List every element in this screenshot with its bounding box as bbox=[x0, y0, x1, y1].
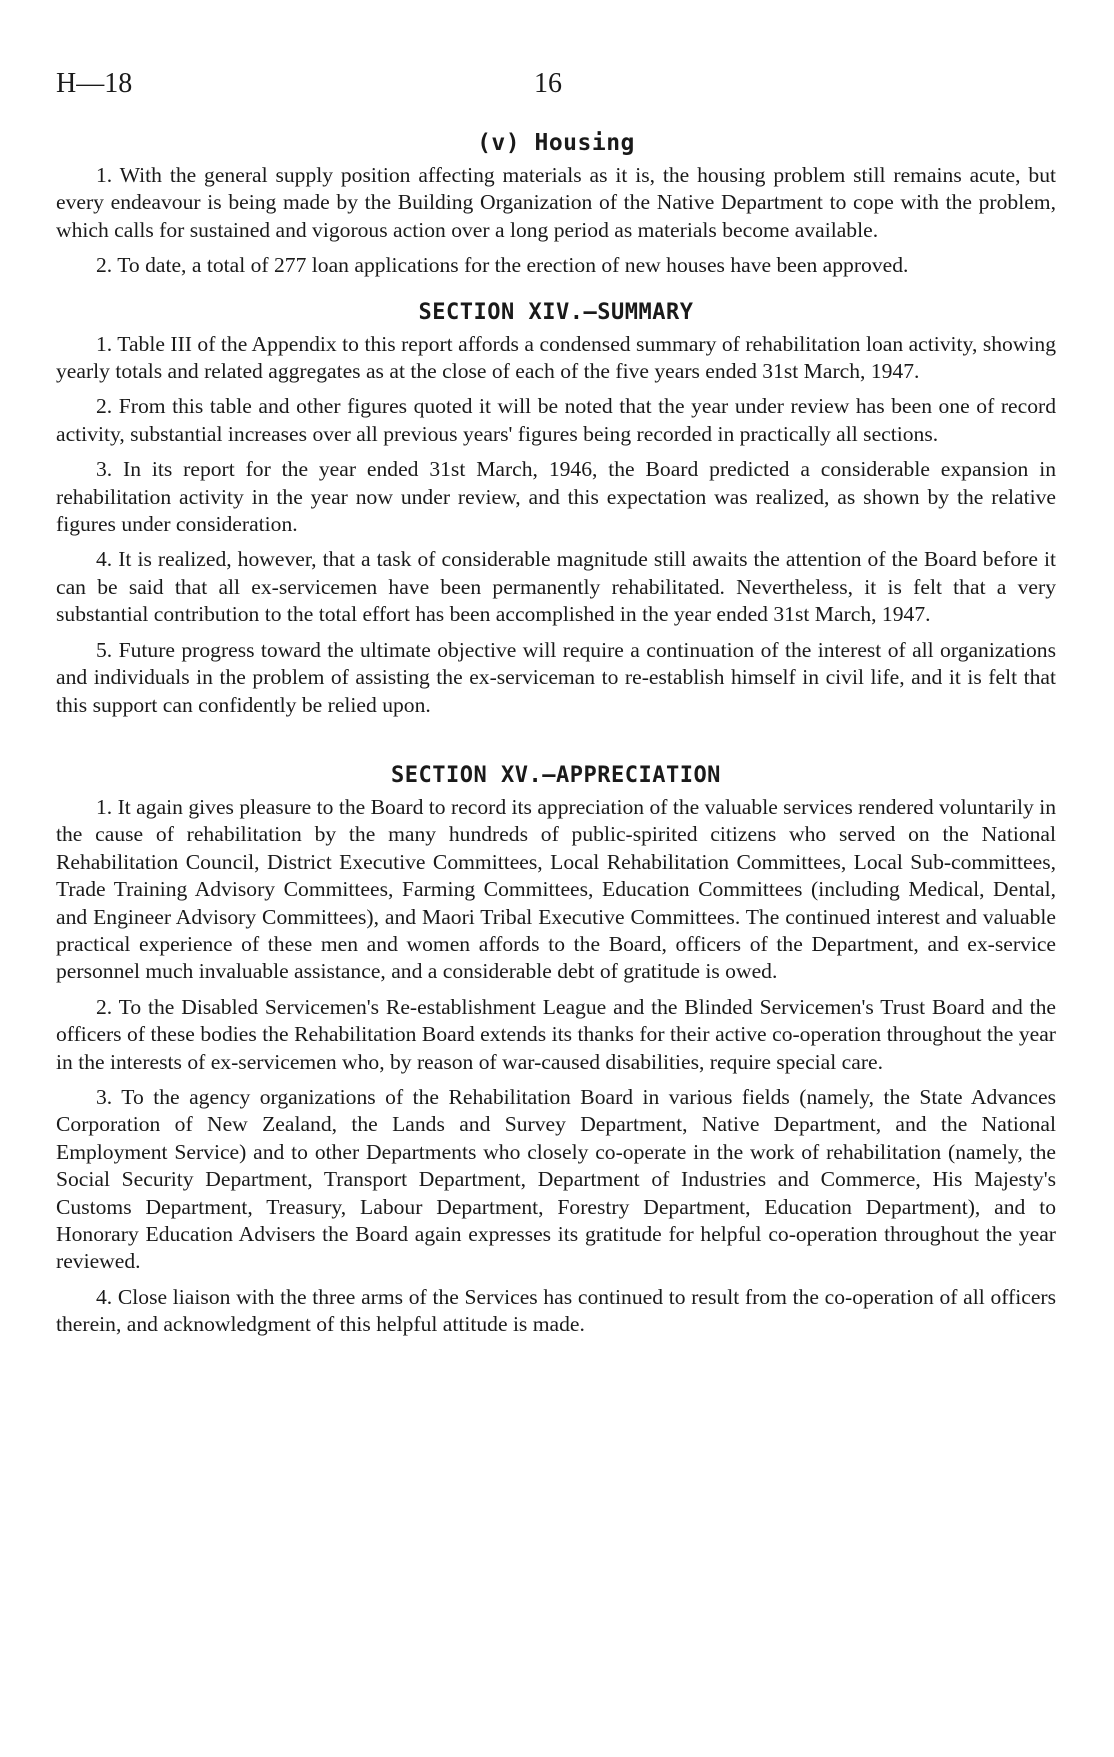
paragraph: 4. It is realized, however, that a task of considerable magnitude still awaits the attention of the Board before it can be said that all ex-servicemen have been permanently rehabilitated. Nevertheless, it is felt that a very substantial contribution to the total effort has been accomplished in the year ended 31st March, 1947. bbox=[56, 547, 1056, 627]
page-reference: H—18 bbox=[56, 68, 133, 99]
document-page bbox=[56, 60, 1056, 1347]
paragraph: 1. Table III of the Appendix to this report affords a condensed summary of rehabilitation loan activity, showing yearly totals and related aggregates as at the close of each of the five years ended 31st March, 1947. bbox=[56, 331, 1056, 384]
paragraph: 3. To the agency organizations of the Rehabilitation Board in various fields (namely, the State Advances Corporation of New Zealand, the Lands and Survey Department, Native Department, and the National Employment Service) and to other Departments who closely co-operate in the work of rehabilitation (namely, the Social Security Department, Transport Department, Department of Industries and Commerce, His Majesty's Customs Department, Treasury, Labour Department, Forestry Department, Education Department), and to Honorary Education Advisers the Board again expresses its gratitude for helpful co-operation throughout the year reviewed. bbox=[56, 1084, 1056, 1274]
page-number: 16 bbox=[534, 68, 562, 99]
paragraph: 2. From this table and other figures quoted it will be noted that the year under review has been one of record activity, substantial increases over all previous years' figures being recorded in practically all sections. bbox=[56, 394, 1056, 446]
section-heading: (v) Housing bbox=[477, 130, 635, 156]
paragraph: 5. Future progress toward the ultimate objective will require a continuation of the interest of all organizations and individuals in the problem of assisting the ex-serviceman to re-establish himself in civil life, and it is felt that this support can confidently be relied upon. bbox=[56, 637, 1056, 717]
paragraph: 2. To the Disabled Servicemen's Re-establishment League and the Blinded Servicemen's Trust Board and the officers of these bodies the Rehabilitation Board extends its thanks for their active co-operation throughout the year in the interests of ex-servicemen who, by reason of war-caused disabilities, require special care. bbox=[56, 994, 1056, 1074]
section-summary bbox=[56, 300, 1056, 719]
paragraph: 1. It again gives pleasure to the Board to record its appreciation of the valuable services rendered voluntarily in the cause of rehabilitation by the many hundreds of public-spirited citizens who served on the National Rehabilitation Council, District Executive Committees, Local Rehabilitation Committees, Local Sub-committees, Trade Training Advisory Committees, Farming Committees, Education Committees (including Medical, Dental, and Engineer Advisory Committees), and Maori Tribal Executive Committees. The continued interest and valuable practical experience of these men and women affords to the Board, officers of the Department, and ex-service personnel much invaluable assistance, and a considerable debt of gratitude is owed. bbox=[56, 794, 1056, 984]
section-appreciation bbox=[56, 763, 1056, 1339]
paragraph: 2. To date, a total of 277 loan applications for the erection of new houses have been approved. bbox=[96, 253, 909, 278]
paragraph: 4. Close liaison with the three arms of the Services has continued to result from the co-operation of all officers therein, and acknowledgment of this helpful attitude is made. bbox=[56, 1284, 1056, 1337]
section-housing bbox=[56, 130, 1056, 280]
running-head bbox=[56, 60, 1056, 108]
paragraph: 3. In its report for the year ended 31st March, 1946, the Board predicted a considerable expansion in rehabilitation activity in the year now under review, and this expectation was realized, as shown by the relative figures under consideration. bbox=[56, 457, 1056, 537]
section-heading: SECTION XIV.—SUMMARY bbox=[418, 299, 694, 325]
paragraph: 1. With the general supply position affecting materials as it is, the housing problem still remains acute, but every endeavour is being made by the Building Organization of the Native Department to cope with the problem, which calls for sustained and vigorous action over a long period as materials become available. bbox=[56, 163, 1056, 242]
section-heading: SECTION XV.—APPRECIATION bbox=[391, 762, 721, 788]
